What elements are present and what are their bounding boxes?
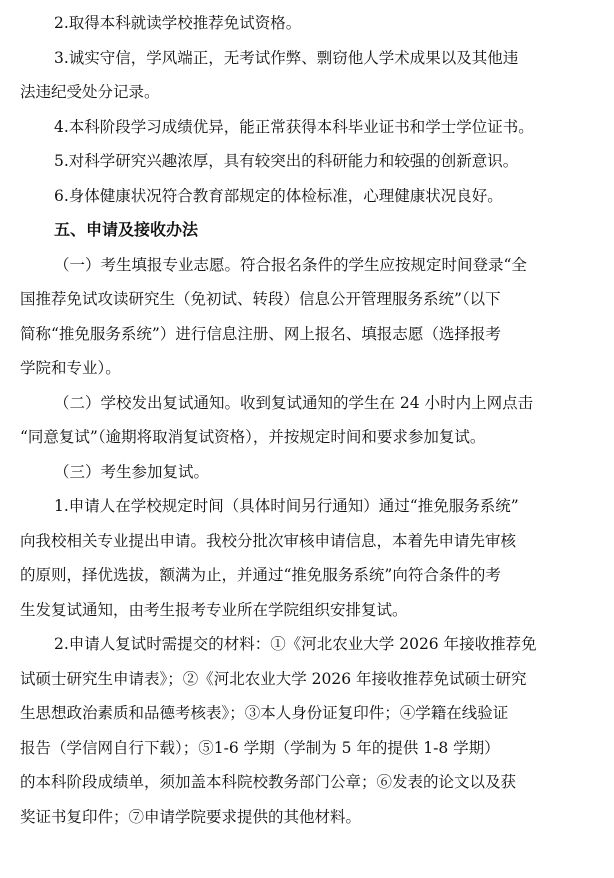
item-2-line-1: 2.申请人复试时需提交的材料：①《河北农业大学 2026 年接收推荐免 bbox=[54, 635, 537, 653]
item-2-line-2: 试硕士研究生申请表》；②《河北农业大学 2026 年接收推荐免试硕士研究 bbox=[20, 669, 527, 688]
step-2-line-2: “同意复试”（逾期将取消复试资格），并按规定时间和要求参加复试。 bbox=[20, 428, 486, 446]
step-1-line-3: 简称“推免服务系统”）进行信息注册、网上报名、填报志愿（选择报考 bbox=[20, 324, 501, 343]
requirement-6: 6.身体健康状况符合教育部规定的体检标准，心理健康状况良好。 bbox=[54, 186, 503, 205]
requirement-2: 2.取得本科就读学校推荐免试资格。 bbox=[54, 14, 302, 32]
requirement-5: 5.对科学研究兴趣浓厚，具有较突出的科研能力和较强的创新意识。 bbox=[54, 152, 519, 170]
requirement-3-line-1: 3.诚实守信，学风端正，无考试作弊、剽窃他人学术成果以及其他违 bbox=[54, 48, 519, 67]
step-3-heading: （三）考生参加复试。 bbox=[54, 462, 210, 481]
item-1-line-1: 1.申请人在学校规定时间（具体时间另行通知）通过“推免服务系统” bbox=[54, 497, 519, 515]
item-1-line-4: 生发复试通知，由考生报考专业所在学院组织安排复试。 bbox=[20, 600, 408, 619]
step-1-line-4: 学院和专业）。 bbox=[20, 359, 121, 377]
item-2-line-3: 生思想政治素质和品德考核表》；③本人身份证复印件；④学籍在线验证 bbox=[20, 704, 509, 722]
requirement-4: 4.本科阶段学习成绩优异，能正常获得本科毕业证书和学士学位证书。 bbox=[54, 117, 534, 136]
item-2-line-5: 的本科阶段成绩单，须加盖本科院校教务部门公章；⑥发表的论文以及获 bbox=[20, 773, 517, 791]
item-2-line-4: 报告（学信网自行下载）；⑤1-6 学期（学制为 5 年的提供 1-8 学期） bbox=[20, 738, 500, 757]
item-1-line-2: 向我校相关专业提出申请。我校分批次审核申请信息，本着先申请先审核 bbox=[20, 531, 517, 550]
section-heading-application: 五、申请及接收办法 bbox=[54, 220, 199, 239]
item-1-line-3: 的原则，择优选拔，额满为止，并通过“推免服务系统”向符合条件的考 bbox=[20, 566, 501, 584]
step-2-line-1: （二）学校发出复试通知。收到复试通知的学生在 24 小时内上网点击 bbox=[54, 393, 534, 412]
step-1-line-2: 国推荐免试攻读研究生（免初试、转段）信息公开管理服务系统”（以下 bbox=[20, 290, 501, 308]
item-2-line-6: 奖证书复印件；⑦申请学院要求提供的其他材料。 bbox=[20, 807, 362, 826]
requirement-3-line-2: 法违纪受处分记录。 bbox=[20, 83, 160, 101]
step-1-line-1: （一）考生填报专业志愿。符合报名条件的学生应按规定时间登录“全 bbox=[54, 255, 527, 274]
